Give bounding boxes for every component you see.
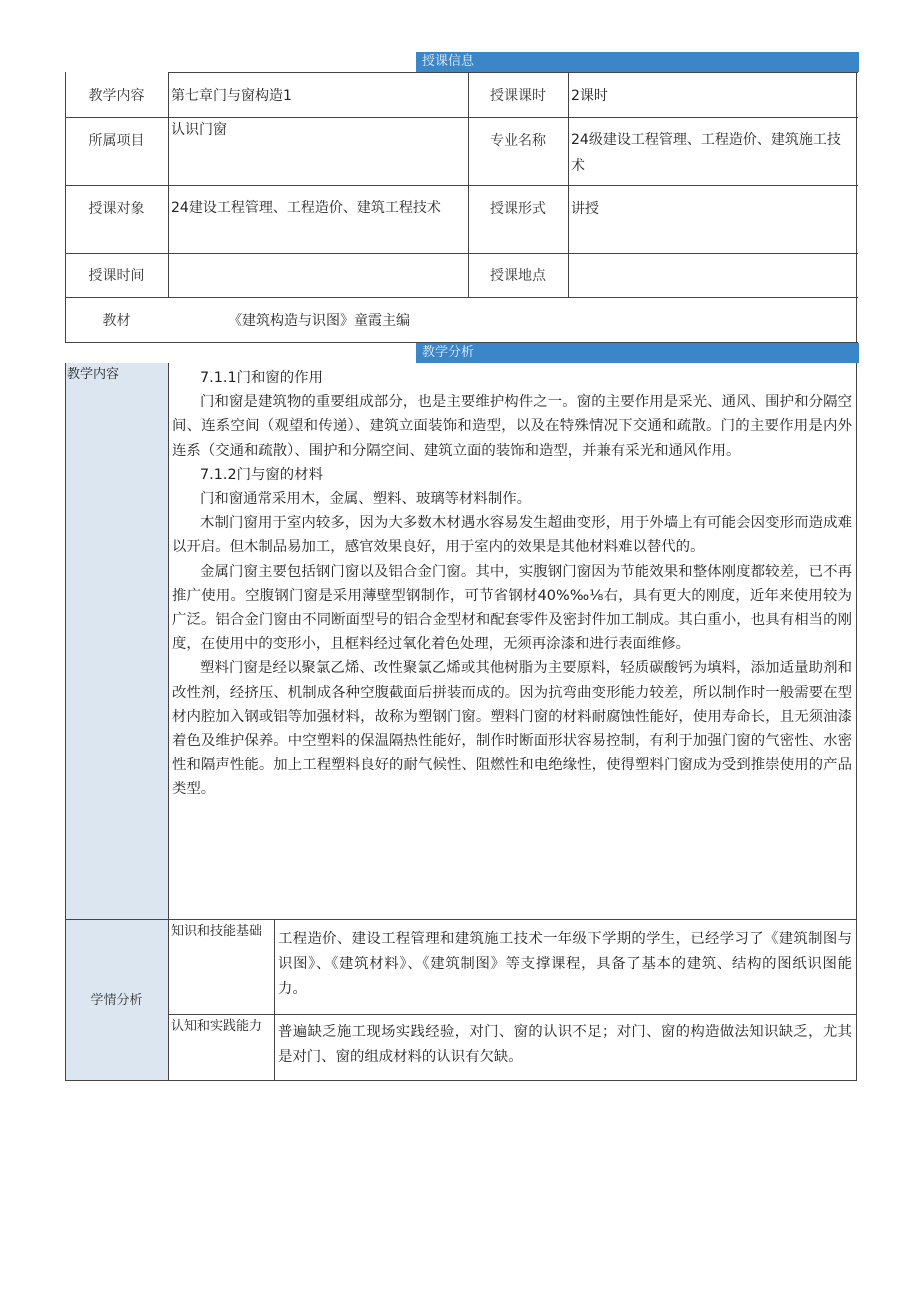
- value-audience: 24建设工程管理、工程造价、建筑工程技术: [171, 200, 441, 216]
- label-project: 所属项目: [88, 133, 145, 149]
- heading-7-1-2: 7.1.2门与窗的材料: [200, 466, 323, 483]
- paragraph: 塑料门窗是经以聚氯乙烯、改性聚氯乙烯或其他树脂为主要原料，轻质碳酸钙为填料，添加适量助剂和改性剂，经挤压、机制成各种空腹截面后拼装而成的。因为抗弯曲变形能力较差，所以制作时一般需要在型材内腔加入钢或铝等加强材料，故称为塑钢门窗。塑料门窗的材料耐腐蚀性能好，使用寿命长，且无须油漆着色及维护保养。中空塑料的保温隔热性能好，制作时断面形状容易控制，有利于加强门窗的气密性、水密性和隔声性能。加上工程塑料良好的耐气候性、阻燃性和电绝缘性，使得塑料门窗成为受到推崇使用的产品类型。: [172, 660, 852, 798]
- heading-7-1-1: 7.1.1门和窗的作用: [200, 370, 323, 386]
- paragraph: 金属门窗主要包括钢门窗以及铝合金门窗。其中，实腹钢门窗因为节能效果和整体刚度都较差，已不再推广使用。空腹钢门窗是采用薄壁型钢制作，可节省钢材40%‰⅛右，具有更大的刚度，近年来使用较为广泛。铝合金门窗由不同断面型号的铝合金型材和配套零件及密封件加工制成。其白重小，也具有相当的刚度，在使用中的变形小，且框料经过氧化着色处理，无须再涂漆和进行表面维修。: [172, 563, 852, 653]
- value-project: 认识门窗: [171, 122, 227, 138]
- label-form: 授课形式: [490, 201, 546, 217]
- value-hours: 2课时: [571, 88, 608, 104]
- value-content: 第七章门与窗构造1: [171, 88, 292, 104]
- value-form: 讲授: [571, 201, 599, 217]
- value-textbook: 《建筑构造与识图》童霞主编: [228, 313, 410, 329]
- section-title: 教学分析: [422, 345, 475, 360]
- label-shade-content: [65, 363, 168, 919]
- label-knowledge: 知识和技能基础: [171, 924, 263, 939]
- label-place: 授课地点: [490, 268, 546, 284]
- value-major: 24级建设工程管理、工程造价、建筑施工技术: [571, 132, 841, 174]
- label-time: 授课时间: [88, 268, 145, 284]
- label-hours: 授课课时: [490, 88, 546, 104]
- label-student-analysis: 学情分析: [90, 993, 143, 1008]
- value-knowledge: 工程造价、建设工程管理和建筑施工技术一年级下学期的学生，已经学习了《建筑制图与识图》、《建筑材料》、《建筑制图》等支撑课程，具备了基本的建筑、结构的图纸识图能力。: [278, 931, 852, 997]
- label-audience: 授课对象: [88, 201, 145, 217]
- paragraph: 门和窗是建筑物的重要组成部分，也是主要维护构件之一。窗的主要作用是采光、通风、围护和分隔空间、连系空间（观望和传递）、建筑立面装饰和造型，以及在特殊情况下交通和疏散。门的主要作用是内外连系（交通和疏散）、围护和分隔空间、建筑立面的装饰和造型，并兼有采光和通风作用。: [172, 394, 852, 459]
- analysis-content-body: [172, 366, 852, 802]
- section-header-teaching-info: [416, 52, 859, 72]
- paragraph: 门和窗通常采用木，金属、塑料、玻璃等材料制作。: [200, 491, 531, 508]
- section-header-teaching-analysis: [416, 343, 859, 363]
- label-textbook: 教材: [102, 313, 131, 329]
- value-practice: 普遍缺乏施工现场实践经验，对门、窗的认识不足；对门、窗的构造做法知识缺乏，尤其是对门、窗的组成材料的认识有欠缺。: [278, 1024, 852, 1065]
- label-practice: 认知和实践能力: [171, 1019, 263, 1034]
- label-major: 专业名称: [490, 133, 546, 149]
- section-title: 授课信息: [422, 54, 475, 69]
- paragraph: 木制门窗用于室内较多，因为大多数木材遇水容易发生超曲变形，用于外墙上有可能会因变形而造成难以开启。但木制品易加工，感官效果良好，用于室内的效果是其他材料难以替代的。: [172, 515, 852, 556]
- label-content: 教学内容: [88, 88, 145, 104]
- label-analysis-content: 教学内容: [67, 367, 120, 382]
